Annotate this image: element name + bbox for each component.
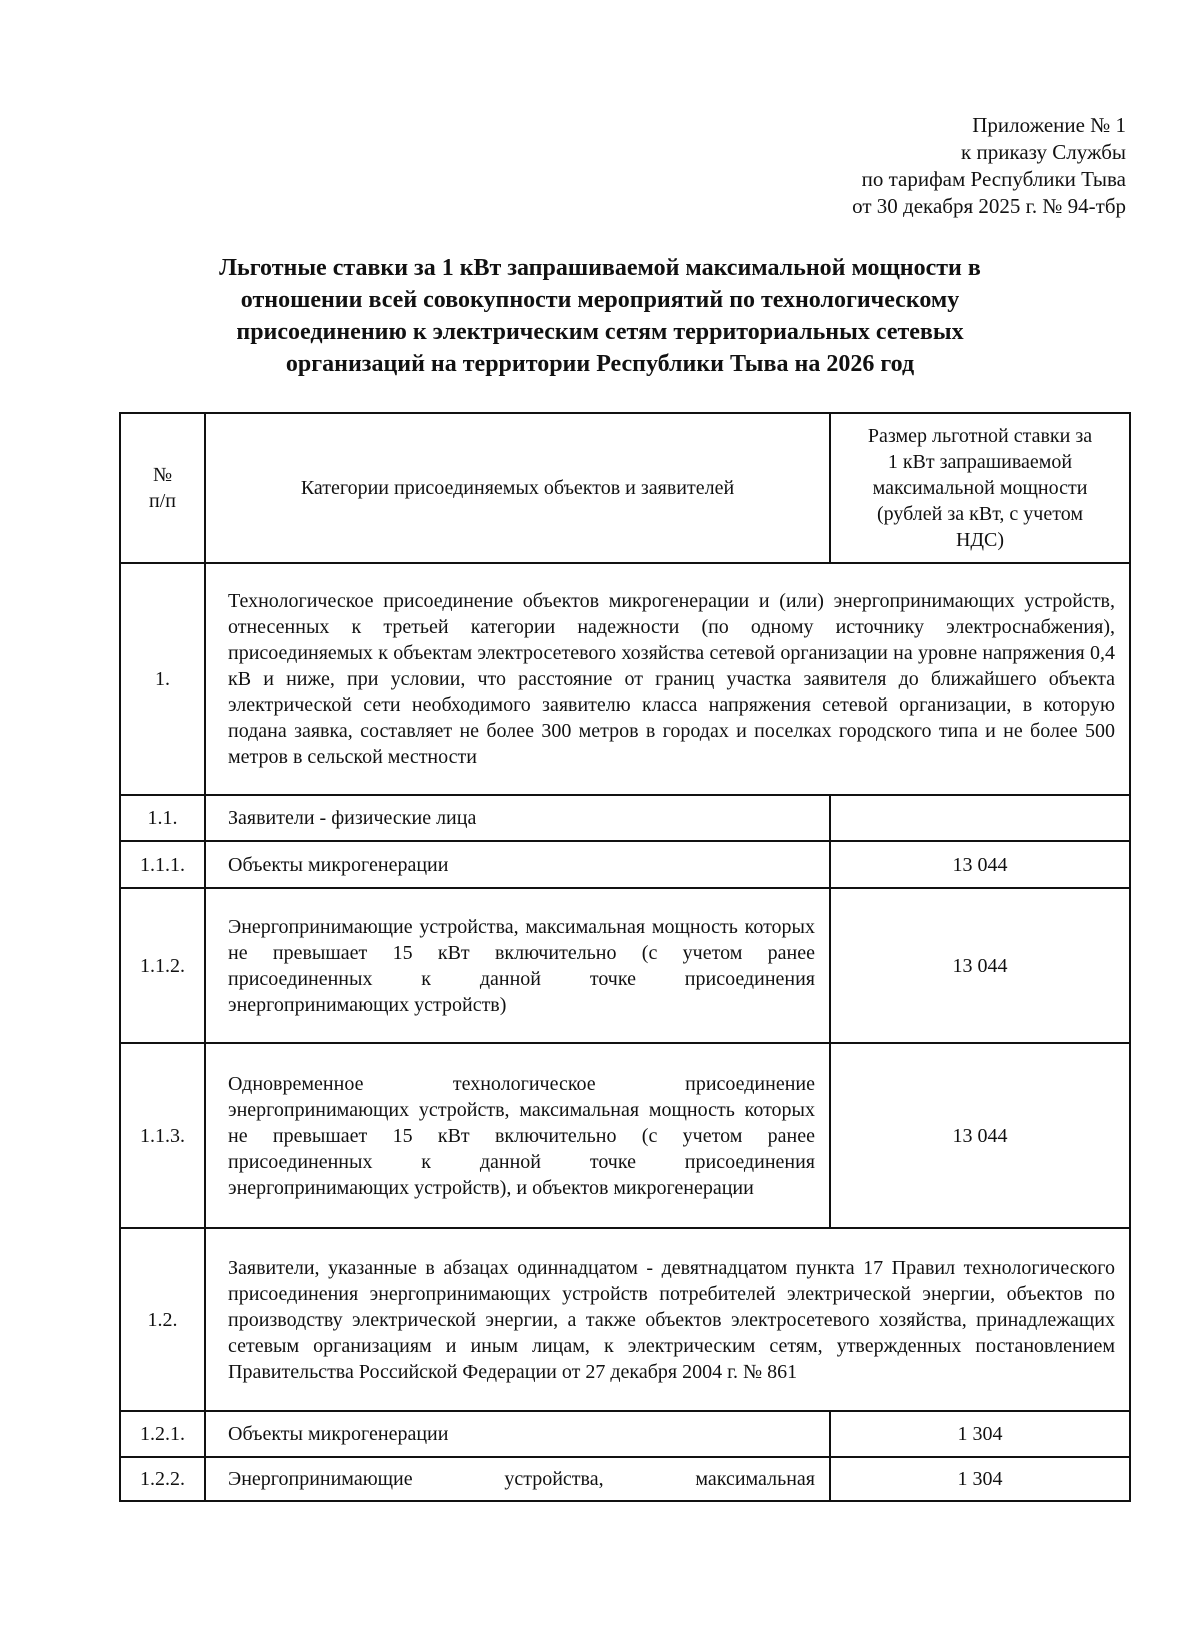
row-value [830, 795, 1130, 841]
row-value: 13 044 [830, 841, 1130, 888]
table-header-row [120, 413, 1130, 563]
row-num: 1.1.3. [120, 1043, 205, 1228]
table-row [120, 1411, 1130, 1457]
title-line: отношении всей совокупности мероприятий по технологическому [240, 287, 960, 313]
table-row [120, 1457, 1130, 1501]
row-text: Одновременное технологическое присоединение энергопринимающих устройств, максимальная мощность которых не превышает 15 кВт включительно (с учетом ранее присоединенных к данной точке присоединения энергопринимающих устройств), и объектов микрогенерации [205, 1043, 830, 1228]
appendix-line: от 30 декабря 2025 г. № 94-тбр [852, 194, 1126, 218]
header-category: Категории присоединяемых объектов и заявителей [205, 413, 830, 563]
row-text: Энергопринимающие устройства, максимальная мощность которых не превышает 15 кВт включительно (с учетом ранее присоединенных к данной точке присоединения энергопринимающих устройств) [205, 888, 830, 1043]
appendix-line: по тарифам Республики Тыва [861, 167, 1126, 191]
row-num: 1.1.2. [120, 888, 205, 1043]
row-value: 1 304 [830, 1411, 1130, 1457]
row-text: Заявители, указанные в абзацах одиннадцатом - девятнадцатом пункта 17 Правил технологического присоединения энергопринимающих устройств потребителей электрической энергии, объектов по производству электрической энергии, а также объектов электросетевого хозяйства, принадлежащих сетевым организациям и иным лицам, к электрическим сетям, утвержденных постановлением Правительства Российской Федерации от 27 декабря 2004 г. № 861 [205, 1228, 1130, 1411]
document-title [130, 252, 1070, 380]
title-line: организаций на территории Республики Тыва на 2026 год [285, 351, 915, 377]
table-row [120, 1228, 1130, 1411]
title-line: Льготные ставки за 1 кВт запрашиваемой максимальной мощности в [219, 255, 981, 281]
appendix-header [852, 112, 1126, 220]
row-value: 13 044 [830, 1043, 1130, 1228]
row-num: 1. [120, 563, 205, 795]
rates-table [119, 412, 1131, 1502]
row-text: Энергопринимающие устройства, максимальная [205, 1457, 830, 1501]
table-row [120, 563, 1130, 795]
row-num: 1.2. [120, 1228, 205, 1411]
row-text: Технологическое присоединение объектов микрогенерации и (или) энергопринимающих устройств, отнесенных к третьей категории надежности (по одному источнику электроснабжения), присоединяемых к объектам электросетевого хозяйства сетевой организации на уровне напряжения 0,4 кВ и ниже, при условии, что расстояние от границ участка заявителя до ближайшего объекта электрической сети необходимого заявителю класса напряжения сетевой организации, в которую подана заявка, составляет не более 300 метров в городах и поселках городского типа и не более 500 метров в сельской местности [205, 563, 1130, 795]
table-row [120, 841, 1130, 888]
row-value: 13 044 [830, 888, 1130, 1043]
row-num: 1.1. [120, 795, 205, 841]
row-text: Заявители - физические лица [205, 795, 830, 841]
appendix-line: к приказу Службы [961, 140, 1126, 164]
row-value: 1 304 [830, 1457, 1130, 1501]
appendix-line: Приложение № 1 [972, 113, 1126, 137]
table-row [120, 1043, 1130, 1228]
row-text: Объекты микрогенерации [205, 841, 830, 888]
row-num: 1.2.2. [120, 1457, 205, 1501]
row-num: 1.1.1. [120, 841, 205, 888]
title-line: присоединению к электрическим сетям территориальных сетевых [236, 319, 964, 345]
header-num: № п/п [120, 413, 205, 563]
row-text: Объекты микрогенерации [205, 1411, 830, 1457]
header-rate: Размер льготной ставки за 1 кВт запрашиваемой максимальной мощности (рублей за кВт, с учетом НДС) [830, 413, 1130, 563]
row-num: 1.2.1. [120, 1411, 205, 1457]
table-row [120, 888, 1130, 1043]
table-row [120, 795, 1130, 841]
